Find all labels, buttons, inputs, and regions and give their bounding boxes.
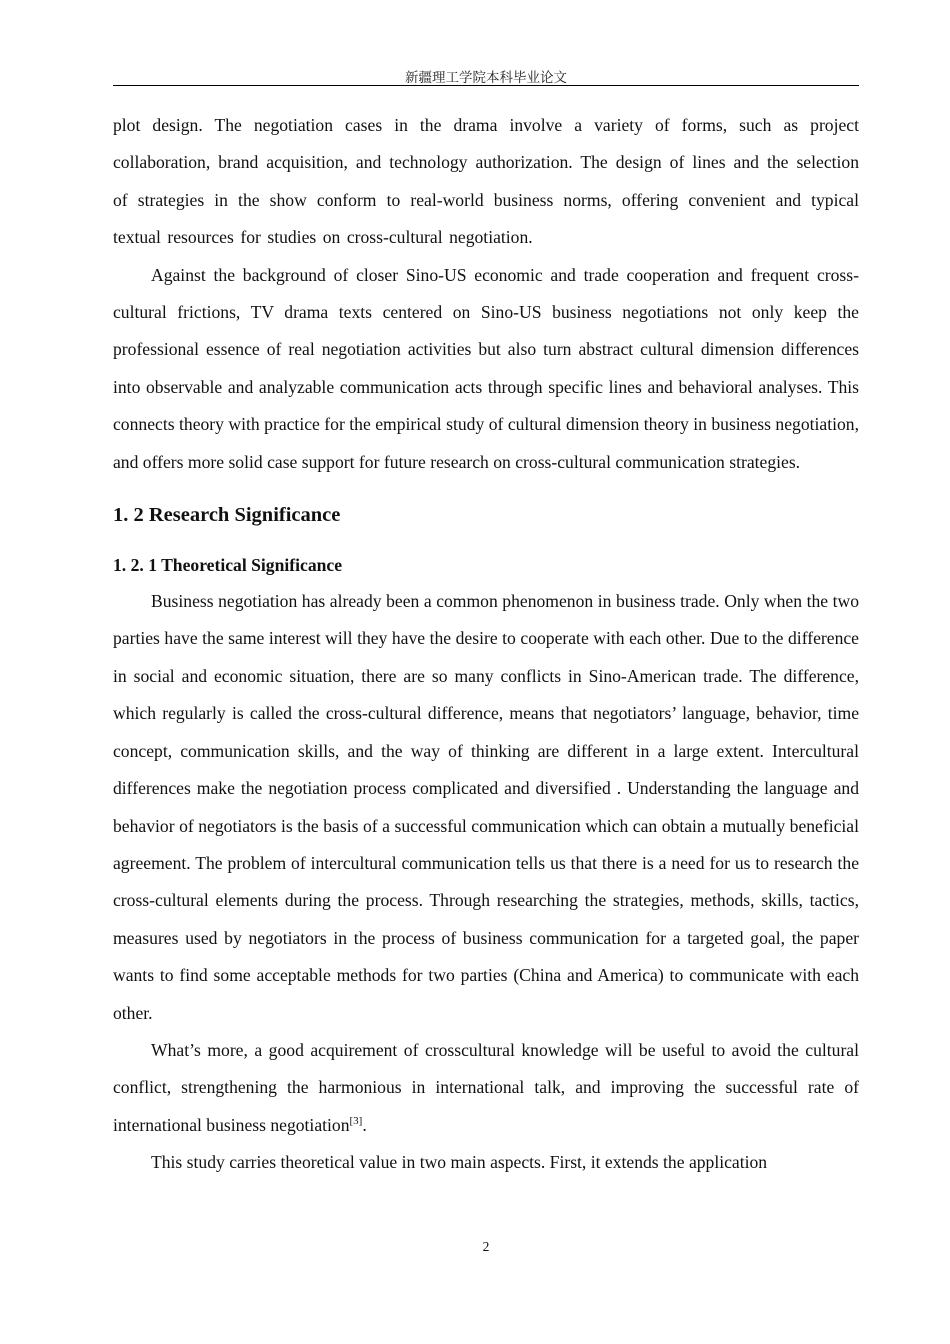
paragraph-background: Against the background of closer Sino-US economic and trade cooperation and frequent cross-cultural frictions, TV drama texts centered on Sino-US business negotiations not only keep the professional essence of real negotiation activities but also turn abstract cultural dimension differences into observable and analyzable communication acts through specific lines and behavioral analyses. This connects theory with practice for the empirical study of cultural dimension theory in business negotiation, and offers more solid case support for future research on cross-cultural communication strategies. — [113, 264, 859, 472]
paragraph-business-negotiation: Business negotiation has already been a common phenomenon in business trade. Only when the two parties have the same interest will they have the desire to cooperate with each other. Due to the difference in social and economic situation, there are so many conflicts in Sino-American trade. The difference, which regularly is called the cross-cultural difference, means that negotiators’ language, behavior, time concept, communication skills, and the way of thinking are different in a large extent. Intercultural differences make the negotiation process complicated and diversified . Understanding the language and behavior of negotiators is the basis of a successful communication which can obtain a mutually beneficial agreement. The problem of intercultural communication tells us that there is a need for us to research the cross-cultural elements during the process. Through researching the strategies, methods, skills, tactics, measures used by negotiators in the process of business communication for a targeted goal, the paper wants to find some acceptable methods for two parties (China and America) to communicate with each other. — [113, 591, 859, 1023]
page-number: 2 — [482, 1239, 490, 1254]
paragraph-plot-design: plot design. The negotiation cases in the drama involve a variety of forms, such as project collaboration, brand acquisition, and technology authorization. The design of lines and the selection of strategies in the show conform to real-world business norms, offering convenient and typical textual resources for studies on cross-cultural negotiation. — [113, 115, 859, 248]
running-header: 新疆理工学院本科毕业论文 — [405, 70, 567, 86]
paragraph-crosscultural-knowledge — [113, 1032, 859, 1144]
page-body — [113, 107, 859, 1182]
paragraph-end-punctuation: . — [362, 1114, 367, 1135]
paragraph-text: What’s more, a good acquirement of crosscultural knowledge will be useful to avoid the cultural conflict, strengthening the harmonious in international talk, and improving the successful rate of international business negotiation — [113, 1039, 859, 1135]
section-heading-research-significance: 1. 2 Research Significance — [113, 504, 341, 527]
subsection-heading-theoretical-significance: 1. 2. 1 Theoretical Significance — [113, 555, 343, 576]
citation-reference: [3] — [349, 1114, 363, 1127]
paragraph-theoretical-value: This study carries theoretical value in two main aspects. First, it extends the application — [151, 1152, 768, 1173]
header-rule — [113, 85, 859, 86]
